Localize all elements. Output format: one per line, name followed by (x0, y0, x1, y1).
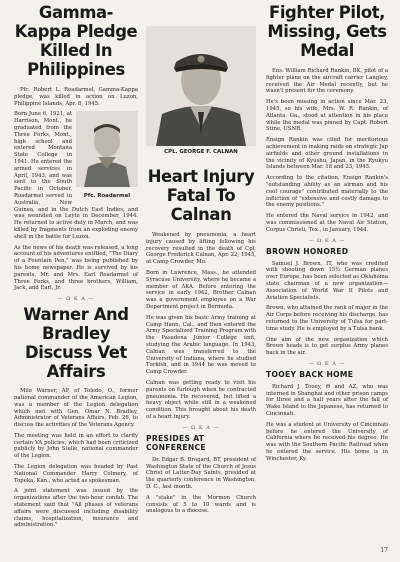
article-title: Fighter Pilot, Missing, Gets Medal (267, 3, 387, 60)
article-paragraph: He was given his basic Army training at Camp Hann, Cal., and then entered the Army Specialized Training Program with the Pasadena Junior College unit, studying the Arabic language. In 1943, Calnan was transferred to the University of Indiana, where he studied Turkish, and in 1944 he was moved to Camp Crowder. (146, 314, 256, 376)
article-byline: Dr. Edgar B. Brogard, BT, president of Washington State of the Church of Jesus Christ of Latter-Day Saints, presided at the quarterly conference in Washington, D. C., last month. (146, 456, 256, 490)
article-byline: Pfc. Robert L. Roadarmel, Gamma-Kappa pledge, was killed in action on Luzon, Philippine Islands, Apr. 8, 1945. (14, 87, 138, 107)
article-paragraph: As the news of his death was released, a long account of his adventures entitled, "The Diary of a Fountain Pen," was being published by his home newspaper. He is survived by his parents, Mr. and Mrs. Earl Roadarmel of Three Forks, and three brothers, William, Jack, and Earl, Jr. (14, 244, 138, 292)
article-title: Warner And Bradley Discuss Vet Affairs (23, 305, 129, 382)
article-byline: Weakened by pneumonia, a heart injury caused by lifting following his recovery resulted in the death of Cpl. George Frederick Calnan, Apr. 22, 1945, at Camp Crowder, Mo. (146, 232, 256, 266)
article-paragraph: One aim of the new organization which Brown heads is to get surplus Army planes back in the air. (266, 336, 388, 357)
article-byline: Samuel J. Brown, IT, who was credited with shooting down 15½ German planes over Europe, has been selected as Oklahoma state chairman of a new organization—Association of World War II Pilots and Aviation Specialists. (266, 260, 388, 301)
section-subheading: BROWN HONORED (266, 246, 349, 256)
photo-caption: CPL. GEORGE F. CALNAN (164, 149, 238, 155)
section-separator: — Ω K A — (182, 424, 220, 431)
roadarmel-photo (76, 111, 138, 200)
article-title: Gamma-Kappa Pledge Killed In Philippines (14, 3, 138, 79)
page-number: 17 (380, 547, 388, 554)
article-byline: Richard J. Tooey, Θ and ΑΖ, who was interned in Shanghai and other prison camps for three and a half years after the fall of Wake Island to the Japanese, has returned to Cincinnati. (266, 383, 388, 418)
article-paragraph: Born in Lawrence, Mass., he attended Syracuse University, where he became a member of ΔKA. Before entering the service in early 1942, Brother Calnan was a government employee on a War Department project in Bermuda. (146, 269, 256, 310)
column-middle (146, 0, 256, 519)
section-subheading: TOOEY BACK HOME (266, 369, 354, 379)
article-paragraph: Calnan was getting ready to visit his parents on furlough when he contracted pneumonia. He recovered, but lifted a heavy object while still in a weakened condition. This brought about his death of a heart injury. (146, 379, 256, 420)
article-paragraph: Brown, who attained the rank of major in the Air Corps before receiving his discharge, has returned to the University of Tulsa for part-time study. He is employed by a Tulsa bank. (266, 305, 388, 332)
article-byline: Ens. William Richard Rankin, BK, pilot of a fighter plane on the aircraft carrier Langley, received the Air Medal recently, but he wasn't present for the ceremony. (266, 68, 388, 95)
article-paragraph: He's been missing in action since Mar. 23, 1945, so his wife, Mrs. W. R. Rankin, of Atlanta, Ga., stood at attention in his place while the medal was pinned by Capt. Robert Stine, USNR. (266, 99, 388, 133)
article-paragraph: He was a student at University of Cincinnati before he entered the University of California where he received his degree. He was with the Southern Pacific Railroad when he entered the service. His home is in Winchester, Ky. (266, 421, 388, 462)
article-paragraph: The meeting was held in an effort to clarify certain VA policies, which had been criticized publicly by John Stelle, national commander of the Legion. (14, 432, 138, 460)
column-left (14, 0, 138, 533)
article-paragraph: According to the citation, Ensign Rankin's "outstanding ability as an airman and his cool courage" contributed materially to the infliction of "extensive and costly damage to the enemy positions." (266, 175, 388, 209)
section-separator: — Ω K A — (308, 360, 346, 367)
article-paragraph: A joint statement was issued by the organizations after the two-hour confab. The statement said that "All phases of veterans affairs were discussed including disability claims, hospitalization, insurance and administration." (14, 488, 138, 529)
article-paragraph: Ensign Rankin was cited for meritorious achievement in making raids on strategic Jap airfields and other ground installations in the vicinity of Kyushu, Japan, in the Ryukyu Islands between Mar. 18 and 23, 1945. (266, 137, 388, 171)
portrait-image (146, 26, 256, 146)
calnan-photo (146, 26, 256, 146)
photo-caption: Pfc. Roadarmel (83, 193, 131, 200)
article-title: Heart Injury Fatal To Calnan (147, 167, 255, 224)
article-paragraph: The Legion delegation was headed by Past National Commander Harry Colmery, of Topeka, Kan., who acted as spokesman. (14, 464, 138, 484)
article-paragraph: A "stake" in the Mormon Church consists of 5 to 10 wards and is analogous to a diocese. (146, 494, 256, 515)
section-subheading: PRESIDES AT CONFERENCE (146, 433, 206, 452)
section-separator: — Ω K A — (308, 237, 346, 244)
article-paragraph: Born June 6, 1921, at Harrison, Mont., he graduated from the Three Forks, Mont., high school and entered Montana State College in 1941. He entered the armed services in April, 1943, and was sent to the South Pacific in October. Roadarmel served in Australia, New Guinea, and in the Dutch East Indies, and was wounded on Leyte in December, 1944. He returned to active duty in March, and was killed by fragments from an exploding enemy shell in the battle for Luzon. (14, 111, 138, 240)
article-paragraph: He entered the Naval service in 1942, and was commissioned at the Naval Air Station, Corpus Christi, Tex., in January, 1944. (266, 213, 388, 233)
column-right (266, 0, 388, 467)
section-separator: — Ω K A — (57, 296, 95, 303)
article-byline: Milo Warner, AP, of Toledo, O., former national commander of the American Legion, was a member of the Legion delegation which met with Gen. Omar N. Bradley, Administrator of Veterans Affairs, Feb. 26, to discuss the activities of the Veterans Agency. (14, 388, 138, 429)
portrait-image (76, 111, 138, 187)
